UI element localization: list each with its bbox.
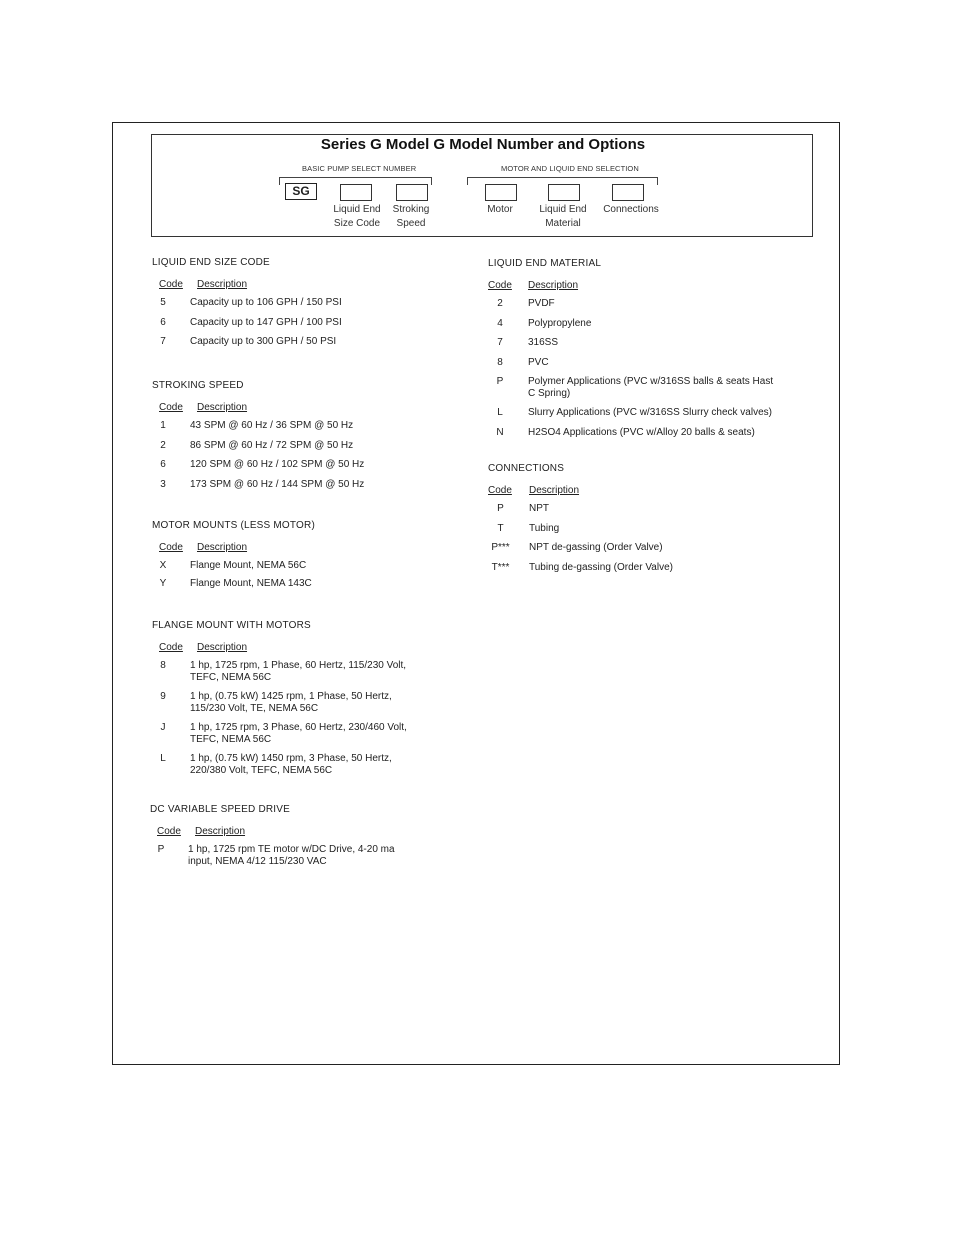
row-code: 5 (160, 297, 166, 308)
row-desc: Capacity up to 300 GPH / 50 PSI (190, 336, 337, 347)
row-desc: Capacity up to 106 GPH / 150 PSI (190, 297, 342, 308)
table-row (152, 578, 442, 590)
row-code: 3 (160, 478, 166, 490)
row-code: L (160, 753, 166, 764)
table-row (488, 337, 798, 349)
col-code-heading: Code (159, 279, 183, 290)
table-row (152, 420, 442, 432)
row-code: P (496, 376, 504, 387)
row-code: L (497, 407, 503, 418)
connections-section (488, 463, 798, 581)
col-desc-heading: Description (528, 280, 579, 291)
row-desc: Slurry Applications (PVC w/316SS Slurry check valves) (528, 407, 772, 418)
table-row (152, 336, 442, 348)
section-title: MOTOR MOUNTS (LESS MOTOR) (152, 520, 315, 531)
col-code-heading: Code (159, 542, 183, 553)
table-row (488, 318, 798, 330)
col-desc-heading: Description (197, 542, 248, 553)
table-row (488, 542, 798, 554)
col-code-heading: Code (488, 280, 512, 291)
stroking-speed-section (152, 380, 442, 498)
connections-box (612, 184, 644, 201)
flange-mount-section (152, 620, 442, 784)
col-desc-heading: Description (197, 279, 248, 290)
row-code: 1 (160, 420, 166, 431)
row-desc: 1 hp, 1725 rpm, 3 Phase, 60 Hertz, 230/460 Volt, TEFC, NEMA 56C (190, 722, 407, 745)
table-row (488, 357, 798, 369)
row-desc: Tubing (529, 522, 560, 534)
section-title: LIQUID END MATERIAL (488, 258, 602, 269)
row-code: 8 (497, 356, 503, 368)
row-desc: NPT (529, 503, 549, 514)
row-desc: 86 SPM @ 60 Hz / 72 SPM @ 50 Hz (190, 439, 354, 451)
row-desc: Capacity up to 147 GPH / 100 PSI (190, 316, 342, 328)
row-desc: PVDF (528, 298, 555, 309)
row-code: 6 (160, 316, 166, 328)
col-code-heading: Code (159, 402, 183, 413)
table-row (152, 691, 442, 714)
col-desc-heading: Description (197, 402, 248, 413)
col-code-heading: Code (159, 642, 183, 653)
table-row (150, 844, 440, 867)
row-code: T*** (491, 561, 510, 573)
row-code: 2 (160, 439, 166, 451)
motor-label: Motor (487, 204, 513, 215)
basic-pump-label: BASIC PUMP SELECT NUMBER (302, 164, 417, 173)
motor-liquid-label: MOTOR AND LIQUID END SELECTION (501, 164, 639, 173)
row-desc: 1 hp, 1725 rpm, 1 Phase, 60 Hertz, 115/230 Volt, TEFC, NEMA 56C (190, 660, 407, 683)
row-code: Y (159, 577, 167, 589)
row-code: 6 (160, 459, 166, 470)
row-code: 8 (160, 660, 166, 671)
table-row (488, 298, 798, 310)
table-row (488, 376, 798, 399)
col-desc-heading: Description (197, 642, 248, 653)
stroking-speed-label: Stroking Speed (392, 204, 430, 229)
sg-code-box: SG (285, 183, 317, 200)
motor-box (485, 184, 517, 201)
table-row (152, 317, 442, 329)
row-code: 9 (160, 691, 166, 702)
row-desc: NPT de-gassing (Order Valve) (529, 542, 663, 553)
table-row (152, 722, 442, 745)
row-desc: 1 hp, (0.75 kW) 1425 rpm, 1 Phase, 50 Hertz, 115/230 Volt, TE, NEMA 56C (190, 691, 392, 714)
table-row (488, 562, 798, 574)
row-code: N (496, 426, 504, 438)
section-title: STROKING SPEED (152, 380, 244, 391)
col-desc-heading: Description (529, 485, 580, 496)
row-code: P (157, 844, 165, 855)
stroking-speed-box (396, 184, 428, 201)
section-title: DC VARIABLE SPEED DRIVE (150, 804, 291, 815)
table-row (488, 523, 798, 535)
row-desc: Polymer Applications (PVC w/316SS balls & seats Hast C Spring) (528, 376, 774, 399)
section-title: FLANGE MOUNT WITH MOTORS (152, 620, 311, 631)
dc-drive-section (150, 804, 440, 875)
row-desc: Tubing de-gassing (Order Valve) (529, 561, 673, 573)
row-desc: 43 SPM @ 60 Hz / 36 SPM @ 50 Hz (190, 420, 354, 431)
col-code-heading: Code (488, 485, 512, 496)
table-row (488, 427, 798, 439)
col-desc-heading: Description (195, 826, 246, 837)
row-desc: Polypropylene (528, 317, 592, 329)
table-row (152, 479, 442, 491)
motor-mounts-section (152, 520, 442, 597)
liquid-end-material-section (488, 258, 798, 446)
section-title: CONNECTIONS (488, 463, 565, 474)
row-desc: 316SS (528, 337, 559, 348)
row-code: T (497, 522, 504, 534)
table-row (152, 459, 442, 471)
row-code: X (159, 560, 167, 571)
header-title: Series G Model G Model Number and Options (320, 136, 646, 153)
table-row (152, 660, 442, 683)
table-row (152, 560, 442, 572)
row-desc: H2SO4 Applications (PVC w/Alloy 20 balls & seats) (528, 426, 755, 438)
section-title: LIQUID END SIZE CODE (152, 257, 270, 268)
table-row (488, 503, 798, 515)
row-code: J (160, 722, 166, 733)
row-desc: 1 hp, 1725 rpm TE motor w/DC Drive, 4-20 ma input, NEMA 4/12 115/230 VAC (188, 844, 395, 867)
row-code: 4 (497, 317, 503, 329)
connections-label: Connections (603, 204, 659, 215)
liquid-end-material-label: Liquid End Material (539, 204, 587, 229)
row-code: P (497, 503, 504, 514)
table-row (488, 407, 798, 419)
col-code-heading: Code (157, 826, 181, 837)
table-row (152, 753, 442, 776)
row-desc: Flange Mount, NEMA 56C (190, 560, 307, 571)
liquid-end-size-box (340, 184, 372, 201)
row-desc: PVC (528, 356, 549, 368)
row-desc: 173 SPM @ 60 Hz / 144 SPM @ 50 Hz (190, 478, 365, 490)
liquid-end-size-section (152, 257, 442, 356)
row-desc: 120 SPM @ 60 Hz / 102 SPM @ 50 Hz (190, 459, 365, 470)
liquid-end-material-box (548, 184, 580, 201)
table-row (152, 297, 442, 309)
liquid-end-size-label: Liquid End Size Code (333, 204, 381, 229)
row-code: 7 (497, 337, 503, 348)
row-code: 7 (160, 336, 166, 347)
model-number-header (151, 134, 813, 237)
row-code: P*** (491, 542, 510, 553)
table-row (152, 440, 442, 452)
row-desc: 1 hp, (0.75 kW) 1450 rpm, 3 Phase, 50 Hertz, 220/380 Volt, TEFC, NEMA 56C (190, 753, 392, 776)
row-code: 2 (497, 298, 503, 309)
row-desc: Flange Mount, NEMA 143C (190, 577, 312, 589)
